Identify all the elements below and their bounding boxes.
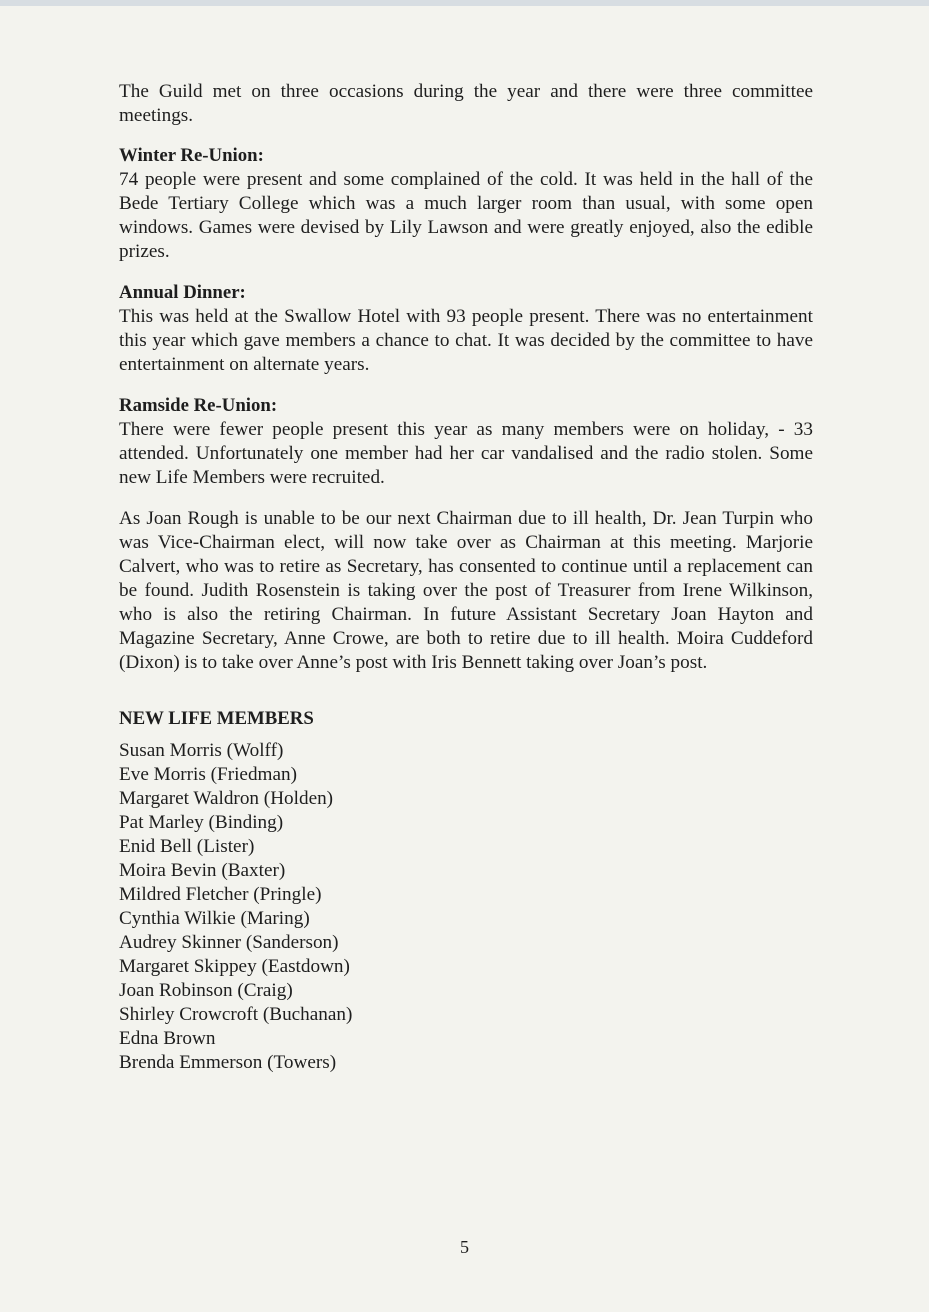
member-item: Shirley Crowcroft (Buchanan)	[119, 1004, 353, 1025]
page-top-edge	[0, 0, 929, 6]
member-item: Eve Morris (Friedman)	[119, 764, 297, 785]
intro-paragraph: The Guild met on three occasions during the year and there were three committee meetings.	[119, 81, 813, 126]
member-item: Enid Bell (Lister)	[119, 836, 255, 857]
page-content	[119, 80, 813, 1075]
winter-reunion-heading: Winter Re-Union:	[119, 145, 264, 166]
winter-reunion-text: 74 people were present and some complained of the cold. It was held in the hall of the Bede Tertiary College which was a much larger room than usual, with some open windows. Games were devised by Lily Lawson and were greatly enjoyed, also the edible prizes.	[119, 169, 813, 262]
member-item: Cynthia Wilkie (Maring)	[119, 908, 310, 929]
ramside-reunion-text: There were fewer people present this year as many members were on holiday, - 33 attended. Unfortunately one member had her car vandalised and the radio stolen. Some new Life Members were recruited.	[119, 419, 813, 488]
annual-dinner-heading: Annual Dinner:	[119, 282, 246, 303]
member-item: Joan Robinson (Craig)	[119, 980, 293, 1001]
new-life-members-list	[119, 739, 813, 1075]
member-item: Margaret Skippey (Eastdown)	[119, 956, 350, 977]
member-item: Margaret Waldron (Holden)	[119, 788, 334, 809]
member-item: Brenda Emmerson (Towers)	[119, 1052, 337, 1073]
page-number: 5	[460, 1237, 469, 1257]
member-item: Edna Brown	[119, 1028, 216, 1049]
new-life-members-heading: NEW LIFE MEMBERS	[119, 708, 314, 729]
officers-paragraph: As Joan Rough is unable to be our next Chairman due to ill health, Dr. Jean Turpin who was Vice-Chairman elect, will now take over as Chairman at this meeting. Marjorie Calvert, who was to retire as Secretary, has consented to continue until a replacement can be found. Judith Rosenstein is taking over the post of Treasurer from Irene Wilkinson, who is also the retiring Chairman. In future Assistant Secretary Joan Hayton and Magazine Secretary, Anne Crowe, are both to retire due to ill health. Moira Cuddeford (Dixon) is to take over Anne’s post with Iris Bennett taking over Joan’s post.	[119, 508, 813, 673]
member-item: Mildred Fletcher (Pringle)	[119, 884, 322, 905]
member-item: Moira Bevin (Baxter)	[119, 860, 286, 881]
member-item: Susan Morris (Wolff)	[119, 740, 284, 761]
member-item: Audrey Skinner (Sanderson)	[119, 932, 339, 953]
ramside-reunion-heading: Ramside Re-Union:	[119, 395, 278, 416]
member-item: Pat Marley (Binding)	[119, 812, 284, 833]
annual-dinner-text: This was held at the Swallow Hotel with 93 people present. There was no entertainment this year which gave members a chance to chat. It was decided by the committee to have entertainment on alternate years.	[119, 306, 813, 375]
